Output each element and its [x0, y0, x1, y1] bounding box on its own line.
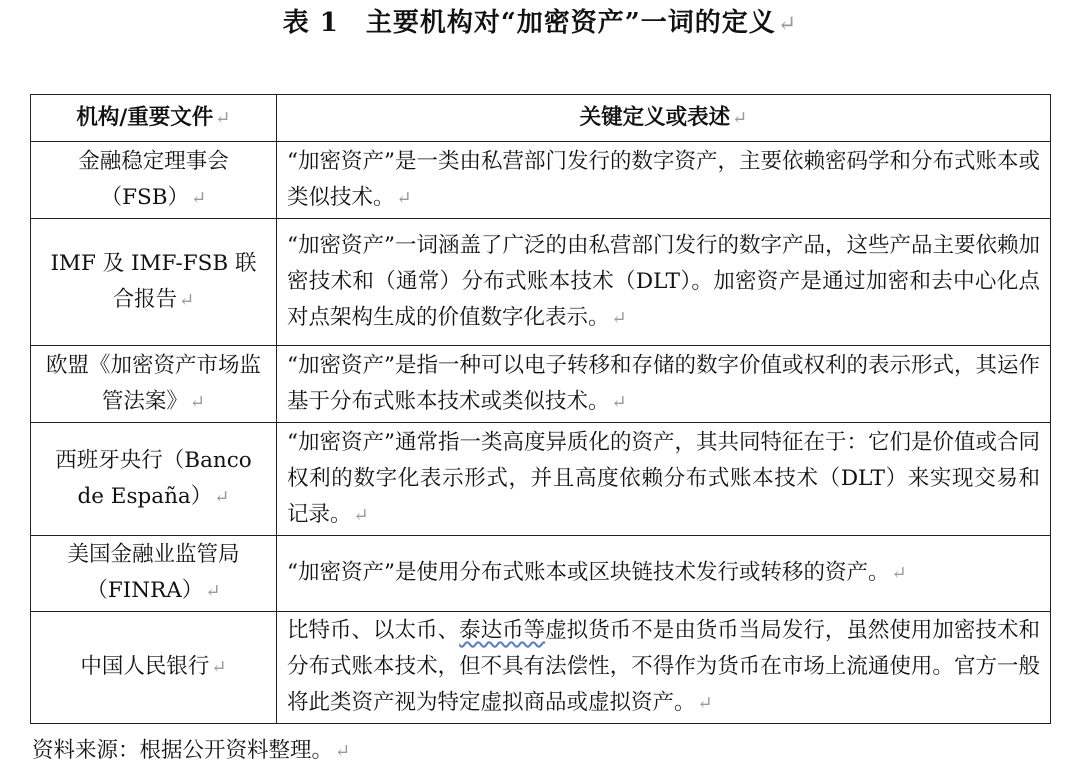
table-row [31, 536, 1051, 612]
table-row [31, 142, 1051, 219]
source-note: 资料来源：根据公开资料整理。 ↵ [32, 738, 351, 763]
return-mark-icon: ↵ [353, 504, 369, 526]
return-mark-icon: ↵ [396, 187, 412, 209]
institution-cell: IMF 及 IMF-FSB 联合报告 ↵ [31, 219, 277, 346]
return-mark-icon: ↵ [611, 391, 627, 413]
return-mark-icon: ↵ [211, 657, 227, 678]
table-title [0, 6, 1080, 41]
definition-cell: “加密资产”是使用分布式账本或区块链技术发行或转移的资产。 ↵ [277, 536, 1051, 612]
institution-cell: 金融稳定理事会（FSB） ↵ [31, 142, 277, 219]
return-mark-icon: ↵ [611, 307, 627, 329]
return-mark-icon: ↵ [179, 289, 195, 311]
return-mark-icon: ↵ [214, 486, 230, 508]
column-header-definition: 关键定义或表述 ↵ [277, 95, 1051, 142]
column-header-institution: 机构/重要文件 ↵ [31, 95, 277, 142]
return-mark-icon: ↵ [732, 107, 748, 129]
institution-cell: 西班牙央行（Banco de España） ↵ [31, 423, 277, 536]
table-row [31, 612, 1051, 724]
table-row [31, 346, 1051, 423]
definition-cell: 比特币、以太币、泰达币等虚拟货币不是由货币当局发行，虽然使用加密技术和分布式账本技术，但不具有法偿性，不得作为货币在市场上流通使用。官方一般将此类资产视为特定虚拟商品或虚拟资产。 ↵ [277, 612, 1051, 724]
institution-cell: 欧盟《加密资产市场监管法案》 ↵ [31, 346, 277, 423]
definition-cell: “加密资产”一词涵盖了广泛的由私营部门发行的数字产品，这些产品主要依赖加密技术和（通常）分布式账本技术（DLT）。加密资产是通过加密和去中心化点对点架构生成的价值数字化表示。 ↵ [277, 219, 1051, 346]
return-mark-icon: ↵ [335, 741, 351, 762]
table-row [31, 219, 1051, 346]
table-row [31, 423, 1051, 536]
return-mark-icon: ↵ [215, 107, 231, 129]
definitions-table [30, 94, 1051, 724]
return-mark-icon: ↵ [891, 563, 907, 584]
definition-cell: “加密资产”是一类由私营部门发行的数字资产，主要依赖密码学和分布式账本或类似技术。 ↵ [277, 142, 1051, 219]
return-mark-icon: ↵ [189, 391, 206, 413]
table-title-text: 表 1 主要机构对“加密资产”一词的定义 [282, 8, 776, 38]
spellcheck-underlined-text: 泰达币等 [459, 618, 546, 643]
return-mark-icon: ↵ [697, 693, 713, 714]
institution-cell: 美国金融业监管局（FINRA） ↵ [31, 536, 277, 612]
return-mark-icon: ↵ [191, 187, 207, 209]
definition-cell: “加密资产”是指一种可以电子转移和存储的数字价值或权利的表示形式，其运作基于分布式账本技术或类似技术。 ↵ [277, 346, 1051, 423]
definition-cell: “加密资产”通常指一类高度异质化的资产，其共同特征在于：它们是价值或合同权利的数字化表示形式，并且高度依赖分布式账本技术（DLT）来实现交易和记录。 ↵ [277, 423, 1051, 536]
institution-cell: 中国人民银行 ↵ [31, 612, 277, 724]
table-header-row [31, 95, 1051, 142]
return-mark-icon: ↵ [205, 581, 221, 602]
return-mark-icon: ↵ [777, 11, 798, 37]
